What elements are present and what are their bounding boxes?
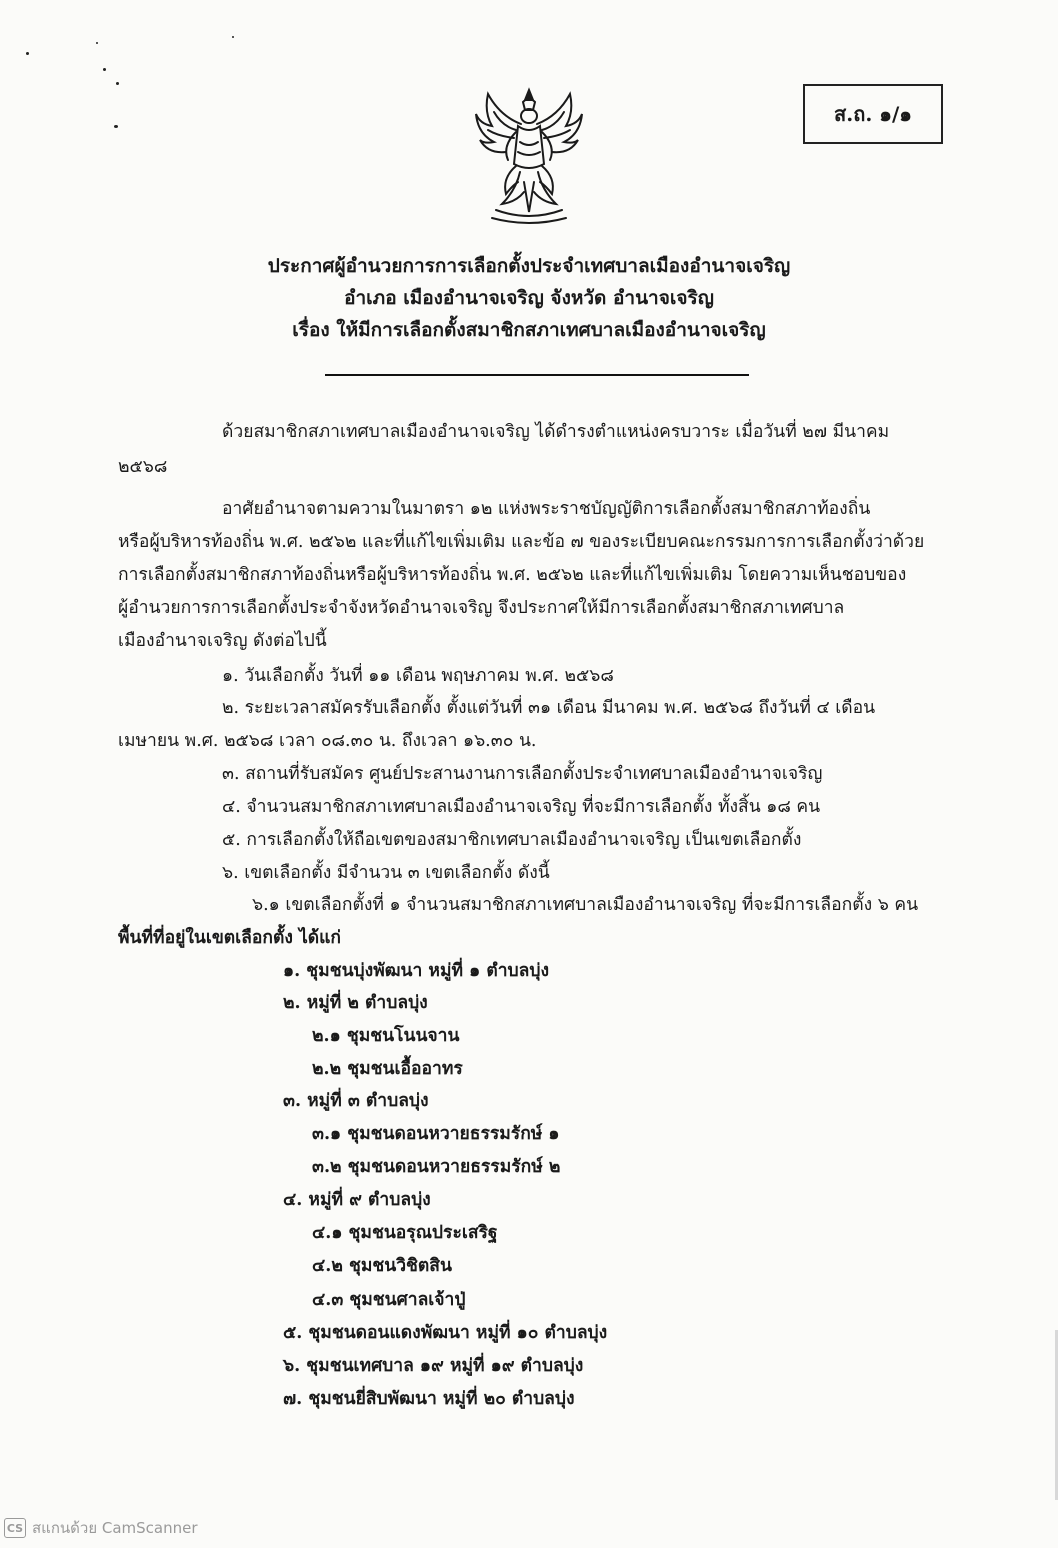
paragraph-2-line-3: การเลือกตั้งสมาชิกสภาท้องถิ่นหรือผู้บริหารท้องถิ่น พ.ศ. ๒๕๖๒ และที่แก้ไขเพิ่มเติม โดยความเห็นชอบของ <box>118 565 907 585</box>
item-2-line-1: ๒. ระยะเวลาสมัครรับเลือกตั้ง ตั้งแต่วันที่ ๓๑ เดือน มีนาคม พ.ศ. ๒๕๖๘ ถึงวันที่ ๔ เดือน <box>222 698 876 718</box>
item-6-districts: ๖. เขตเลือกตั้ง มีจำนวน ๓ เขตเลือกตั้ง ดังนี้ <box>222 863 550 883</box>
area-item: ๕. ชุมชนดอนแดงพัฒนา หมู่ที่ ๑๐ ตำบลบุ่ง <box>283 1323 608 1343</box>
paragraph-2-line-4: ผู้อำนวยการการเลือกตั้งประจำจังหวัดอำนาจเจริญ จึงประกาศให้มีการเลือกตั้งสมาชิกสภาเทศบาล <box>118 598 845 618</box>
item-6-1-line-1: ๖.๑ เขตเลือกตั้งที่ ๑ จำนวนสมาชิกสภาเทศบาลเมืองอำนาจเจริญ ที่จะมีการเลือกตั้ง ๖ คน <box>252 895 919 915</box>
area-subitem: ๔.๒ ชุมชนวิชิตสิน <box>312 1256 452 1276</box>
paragraph-2-line-5: เมืองอำนาจเจริญ ดังต่อไปนี้ <box>118 631 327 651</box>
paragraph-2-line-1: อาศัยอำนาจตามความในมาตรา ๑๒ แห่งพระราชบัญญัติการเลือกตั้งสมาชิกสภาท้องถิ่น <box>222 499 871 519</box>
header-divider <box>325 374 749 376</box>
paragraph-1-line-1: ด้วยสมาชิกสภาเทศบาลเมืองอำนาจเจริญ ได้ดำรงตำแหน่งครบวาระ เมื่อวันที่ ๒๗ มีนาคม <box>222 422 890 442</box>
area-subitem: ๔.๑ ชุมชนอรุณประเสริฐ <box>312 1223 498 1243</box>
camscanner-logo-icon: CS <box>4 1518 26 1538</box>
form-code: ส.ถ. ๑/๑ <box>834 102 912 126</box>
area-item: ๒. หมู่ที่ ๒ ตำบลบุ่ง <box>283 993 428 1013</box>
area-subitem: ๒.๒ ชุมชนเอื้ออาทร <box>312 1059 463 1079</box>
area-item: ๗. ชุมชนยี่สิบพัฒนา หมู่ที่ ๒๐ ตำบลบุ่ง <box>283 1389 575 1409</box>
item-1-election-date: ๑. วันเลือกตั้ง วันที่ ๑๑ เดือน พฤษภาคม พ.ศ. ๒๕๖๘ <box>222 666 614 686</box>
garuda-emblem-icon <box>472 86 587 228</box>
paragraph-1-line-2: ๒๕๖๘ <box>118 457 168 477</box>
area-item: ๓. หมู่ที่ ๓ ตำบลบุ่ง <box>283 1091 429 1111</box>
area-subitem: ๓.๒ ชุมชนดอนหวายธรรมรักษ์ ๒ <box>312 1157 561 1177</box>
announcement-header <box>0 250 1058 346</box>
header-line-1: ประกาศผู้อำนวยการการเลือกตั้งประจำเทศบาลเมืองอำนาจเจริญ <box>267 255 791 277</box>
area-item: ๔. หมู่ที่ ๙ ตำบลบุ่ง <box>283 1190 431 1210</box>
item-6-1-line-2: พื้นที่ที่อยู่ในเขตเลือกตั้ง ได้แก่ <box>118 928 342 948</box>
area-item: ๑. ชุมชนบุ่งพัฒนา หมู่ที่ ๑ ตำบลบุ่ง <box>283 961 550 981</box>
header-line-2: อำเภอ เมืองอำนาจเจริญ จังหวัด อำนาจเจริญ <box>344 287 714 309</box>
camscanner-watermark <box>4 1516 198 1540</box>
camscanner-text: สแกนด้วย CamScanner <box>32 1519 198 1537</box>
header-line-3: เรื่อง ให้มีการเลือกตั้งสมาชิกสภาเทศบาลเมืองอำนาจเจริญ <box>292 319 766 341</box>
area-subitem: ๓.๑ ชุมชนดอนหวายธรรมรักษ์ ๑ <box>312 1124 560 1144</box>
area-subitem: ๒.๑ ชุมชนโนนจาน <box>312 1026 460 1046</box>
form-code-box <box>803 84 943 144</box>
item-4-member-count: ๔. จำนวนสมาชิกสภาเทศบาลเมืองอำนาจเจริญ ที่จะมีการเลือกตั้ง ทั้งสิ้น ๑๘ คน <box>222 797 821 817</box>
area-item: ๖. ชุมชนเทศบาล ๑๙ หมู่ที่ ๑๙ ตำบลบุ่ง <box>283 1356 584 1376</box>
item-2-line-2: เมษายน พ.ศ. ๒๕๖๘ เวลา ๐๘.๓๐ น. ถึงเวลา ๑๖.๓๐ น. <box>118 731 537 751</box>
item-3-venue: ๓. สถานที่รับสมัคร ศูนย์ประสานงานการเลือกตั้งประจำเทศบาลเมืองอำนาจเจริญ <box>222 764 823 784</box>
paragraph-2-line-2: หรือผู้บริหารท้องถิ่น พ.ศ. ๒๕๖๒ และที่แก้ไขเพิ่มเติม และข้อ ๗ ของระเบียบคณะกรรมการการเลือกตั้งว่าด้วย <box>118 532 925 552</box>
area-subitem: ๔.๓ ชุมชนศาลเจ้าปู่ <box>312 1290 466 1310</box>
item-5-constituency: ๕. การเลือกตั้งให้ถือเขตของสมาชิกเทศบาลเมืองอำนาจเจริญ เป็นเขตเลือกตั้ง <box>222 830 802 850</box>
